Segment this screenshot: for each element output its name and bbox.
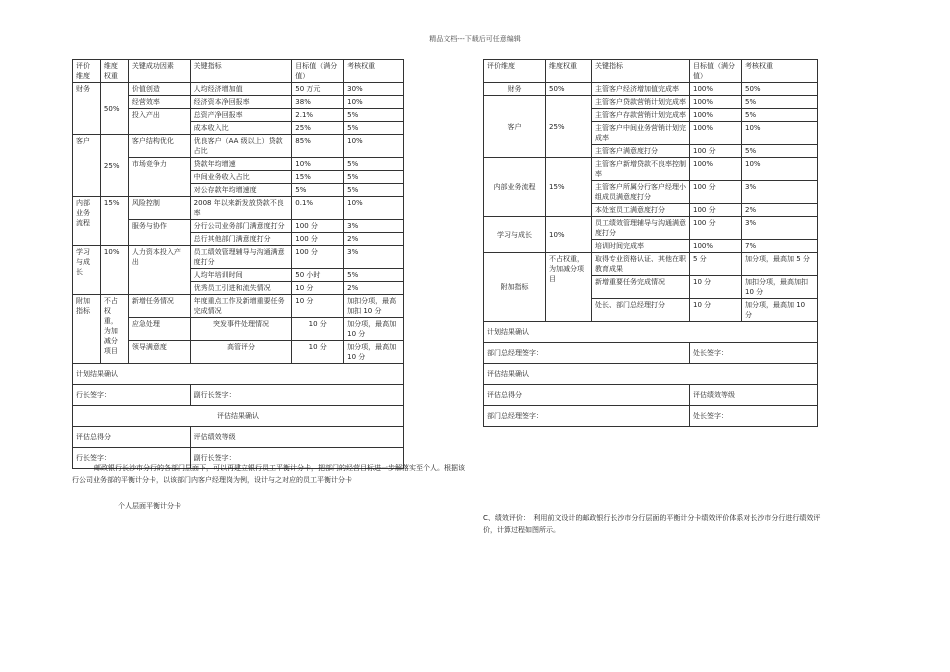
indicator-cell: 优良客户（AA 级以上）贷款占比 <box>190 135 292 158</box>
vice-president-sign-label: 副行长签字： <box>190 385 403 406</box>
header-cell: 考核权重 <box>742 60 818 83</box>
target-cell: 10 分 <box>292 295 344 318</box>
sign-row <box>73 385 404 406</box>
ratio-cell: 加扣分项，最高加扣 10 分 <box>344 295 404 318</box>
ratio-cell: 10% <box>742 158 818 181</box>
factor-cell: 市场竞争力 <box>128 158 190 197</box>
table-row <box>484 253 818 276</box>
indicator-cell: 培训时间完成率 <box>592 240 690 253</box>
ratio-cell: 加分项，最高加 10 分 <box>742 299 818 322</box>
body-paragraph: 邮政银行长沙市分行的各部门层面下，可以再建立银行员工平衡计分卡，把部门的经营目标进一步解落实至个人。根据该行公司业务部的平衡计分卡，以该部门内客户经理岗为例，设计与之对应的员工平衡计分卡 <box>72 464 465 484</box>
header-cell: 考核权重 <box>344 60 404 83</box>
target-cell: 100% <box>690 83 742 96</box>
weight-cell: 25% <box>546 96 592 158</box>
weight-cell: 不占权重，为加减分项目 <box>546 253 592 322</box>
dimension-cell: 客户 <box>73 135 101 197</box>
ratio-cell: 加扣分项，最高加扣 10 分 <box>742 276 818 299</box>
ratio-cell: 2% <box>742 204 818 217</box>
ratio-cell: 3% <box>344 220 404 233</box>
dimension-cell: 财务 <box>73 83 101 135</box>
factor-cell: 客户结构优化 <box>128 135 190 158</box>
personal-balanced-scorecard-table <box>483 59 818 427</box>
eval-confirm-row <box>73 406 404 427</box>
indicator-cell: 总资产净回报率 <box>190 109 292 122</box>
indicator-cell: 主管客户经济增加值完成率 <box>592 83 690 96</box>
indicator-cell: 贷款年均增速 <box>190 158 292 171</box>
dept-manager-sign-label: 部门总经理签字： <box>484 343 690 364</box>
table-row <box>484 158 818 181</box>
dimension-cell: 附加指标 <box>73 295 101 364</box>
ratio-cell: 7% <box>742 240 818 253</box>
ratio-cell: 3% <box>742 217 818 240</box>
target-cell: 10 分 <box>292 318 344 341</box>
target-cell: 100% <box>690 96 742 109</box>
table-row <box>73 83 404 96</box>
target-cell: 100 分 <box>292 246 344 269</box>
ratio-cell: 50% <box>742 83 818 96</box>
table-row <box>484 217 818 240</box>
indicator-cell: 优秀员工引进和流失情况 <box>190 282 292 295</box>
target-cell: 100 分 <box>690 181 742 204</box>
dimension-cell: 学习与成长 <box>73 246 101 295</box>
indicator-cell: 分行公司业务部门满意度打分 <box>190 220 292 233</box>
header-cell: 评价维度 <box>484 60 546 83</box>
table-row <box>484 83 818 96</box>
target-cell: 25% <box>292 122 344 135</box>
weight-cell: 15% <box>100 197 128 246</box>
ratio-cell: 2% <box>344 233 404 246</box>
eval-row <box>73 427 404 448</box>
indicator-cell: 总行其他部门满意度打分 <box>190 233 292 246</box>
ratio-cell: 加分项，最高加 10 分 <box>344 318 404 341</box>
indicator-cell: 取得专业资格认证、其他在职教育成果 <box>592 253 690 276</box>
sign-row <box>484 343 818 364</box>
weight-cell: 10% <box>546 217 592 253</box>
weight-cell: 10% <box>100 246 128 295</box>
indicator-cell: 主管客户贷款营销计划完成率 <box>592 96 690 109</box>
indicator-cell: 新增重要任务完成情况 <box>592 276 690 299</box>
target-cell: 100 分 <box>690 145 742 158</box>
ratio-cell: 30% <box>344 83 404 96</box>
target-cell: 50 小时 <box>292 269 344 282</box>
president-sign-label: 行长签字： <box>73 448 191 469</box>
indicator-cell: 人均年培训时间 <box>190 269 292 282</box>
table-header-row <box>484 60 818 83</box>
plan-confirm-label: 计划结果确认 <box>484 322 818 343</box>
ratio-cell: 5% <box>742 145 818 158</box>
header-cell: 关键成功因素 <box>128 60 190 83</box>
factor-cell: 经营效率 <box>128 96 190 109</box>
indicator-cell: 处长、部门总经理打分 <box>592 299 690 322</box>
section-chief-sign-label: 处长签字： <box>690 343 818 364</box>
header-cell: 目标值（满分值） <box>292 60 344 83</box>
eval-grade-label: 评估绩效等级 <box>690 385 818 406</box>
indicator-cell: 人均经济增加值 <box>190 83 292 96</box>
dimension-cell: 客户 <box>484 96 546 158</box>
ratio-cell: 5% <box>344 184 404 197</box>
target-cell: 100% <box>690 240 742 253</box>
indicator-cell: 主管客户新增贷款不良率控制率 <box>592 158 690 181</box>
ratio-cell: 3% <box>344 246 404 269</box>
header-cell: 评价维度 <box>73 60 101 83</box>
target-cell: 5% <box>292 184 344 197</box>
indicator-cell: 成本收入比 <box>190 122 292 135</box>
table-row <box>484 96 818 109</box>
ratio-cell: 加分项，最高加 10 分 <box>344 341 404 364</box>
indicator-cell: 突发事件处理情况 <box>190 318 292 341</box>
weight-cell: 15% <box>546 158 592 217</box>
indicator-cell: 2008 年以来新发放贷款不良率 <box>190 197 292 220</box>
vice-president-sign-label: 副行长签字： <box>190 448 403 469</box>
plan-confirm-row <box>484 322 818 343</box>
target-cell: 100 分 <box>292 233 344 246</box>
indicator-cell: 高管评分 <box>190 341 292 364</box>
weight-cell: 25% <box>100 135 128 197</box>
ratio-cell: 10% <box>344 197 404 220</box>
ratio-cell: 5% <box>344 171 404 184</box>
ratio-cell: 10% <box>742 122 818 145</box>
target-cell: 10 分 <box>690 276 742 299</box>
factor-cell: 新增任务情况 <box>128 295 190 318</box>
dimension-cell: 内部业务流程 <box>484 158 546 217</box>
ratio-cell: 3% <box>742 181 818 204</box>
target-cell: 50 万元 <box>292 83 344 96</box>
plan-confirm-label: 计划结果确认 <box>73 364 404 385</box>
target-cell: 100% <box>690 158 742 181</box>
indicator-cell: 主管客户满意度打分 <box>592 145 690 158</box>
target-cell: 5 分 <box>690 253 742 276</box>
factor-cell: 风险控制 <box>128 197 190 220</box>
header-cell: 关键指标 <box>592 60 690 83</box>
weight-cell: 50% <box>100 83 128 135</box>
dimension-cell: 财务 <box>484 83 546 96</box>
target-cell: 100 分 <box>690 204 742 217</box>
target-cell: 100% <box>690 109 742 122</box>
table-row <box>73 295 404 318</box>
ratio-cell: 加分项，最高加 5 分 <box>742 253 818 276</box>
indicator-cell: 年度重点工作及新增重要任务完成情况 <box>190 295 292 318</box>
ratio-cell: 5% <box>742 109 818 122</box>
eval-confirm-row <box>484 364 818 385</box>
eval-score-label: 评估总得分 <box>73 427 191 448</box>
indicator-cell: 员工绩效管理辅导与沟通满意度打分 <box>592 217 690 240</box>
plan-confirm-row <box>73 364 404 385</box>
target-cell: 10 分 <box>292 282 344 295</box>
ratio-cell: 5% <box>344 122 404 135</box>
branch-balanced-scorecard-table <box>72 59 404 469</box>
dimension-cell: 内部业务流程 <box>73 197 101 246</box>
dept-manager-sign-label: 部门总经理签字： <box>484 406 690 427</box>
ratio-cell: 10% <box>344 96 404 109</box>
target-cell: 10 分 <box>690 299 742 322</box>
table-row <box>73 246 404 269</box>
header-cell: 维度权重 <box>100 60 128 83</box>
header-cell: 目标值（满分值） <box>690 60 742 83</box>
page-header: 精品文档---下载后可任意编辑 <box>429 35 521 43</box>
target-cell: 10 分 <box>292 341 344 364</box>
ratio-cell: 5% <box>344 158 404 171</box>
target-cell: 2.1% <box>292 109 344 122</box>
dimension-cell: 学习与成长 <box>484 217 546 253</box>
indicator-cell: 对公存款年均增速度 <box>190 184 292 197</box>
target-cell: 100 分 <box>292 220 344 233</box>
weight-cell: 不占权重，为加减分项目 <box>100 295 128 364</box>
factor-cell: 价值创造 <box>128 83 190 96</box>
indicator-cell: 中间业务收入占比 <box>190 171 292 184</box>
target-cell: 38% <box>292 96 344 109</box>
section-chief-sign-label: 处长签字： <box>690 406 818 427</box>
target-cell: 10% <box>292 158 344 171</box>
eval-grade-label: 评估绩效等级 <box>190 427 403 448</box>
eval-confirm-label: 评估结果确认 <box>484 364 818 385</box>
ratio-cell: 10% <box>344 135 404 158</box>
table-row <box>73 197 404 220</box>
president-sign-label: 行长签字： <box>73 385 191 406</box>
weight-cell: 50% <box>546 83 592 96</box>
ratio-cell: 5% <box>344 269 404 282</box>
eval-row <box>484 385 818 406</box>
factor-cell: 应急处理 <box>128 318 190 341</box>
indicator-cell: 主管客户所属分行客户经理小组成员满意度打分 <box>592 181 690 204</box>
target-cell: 100% <box>690 122 742 145</box>
target-cell: 100 分 <box>690 217 742 240</box>
ratio-cell: 2% <box>344 282 404 295</box>
figure-caption: 个人层面平衡计分卡 <box>118 502 181 510</box>
body-paragraph: C、绩效评价： 利用前文设计的邮政银行长沙市分行层面的平衡计分卡绩效评价体系对长沙市分行进行绩效评价，计算过程如图所示。 <box>483 514 821 534</box>
indicator-cell: 主管客户存款营销计划完成率 <box>592 109 690 122</box>
header-cell: 关键指标 <box>190 60 292 83</box>
header-cell: 维度权重 <box>546 60 592 83</box>
indicator-cell: 主管客户中间业务营销计划完成率 <box>592 122 690 145</box>
target-cell: 0.1% <box>292 197 344 220</box>
factor-cell: 投入产出 <box>128 109 190 135</box>
indicator-cell: 本处室员工满意度打分 <box>592 204 690 217</box>
eval-confirm-label: 评估结果确认 <box>73 406 404 427</box>
ratio-cell: 5% <box>742 96 818 109</box>
factor-cell: 领导满意度 <box>128 341 190 364</box>
table-row <box>73 135 404 158</box>
table-header-row <box>73 60 404 83</box>
ratio-cell: 5% <box>344 109 404 122</box>
dimension-cell: 附加指标 <box>484 253 546 322</box>
factor-cell: 人力资本投入产出 <box>128 246 190 295</box>
sign-row <box>484 406 818 427</box>
indicator-cell: 经济资本净回报率 <box>190 96 292 109</box>
eval-score-label: 评估总得分 <box>484 385 690 406</box>
factor-cell: 服务与协作 <box>128 220 190 246</box>
target-cell: 15% <box>292 171 344 184</box>
target-cell: 85% <box>292 135 344 158</box>
indicator-cell: 员工绩效管理辅导与沟通满意度打分 <box>190 246 292 269</box>
